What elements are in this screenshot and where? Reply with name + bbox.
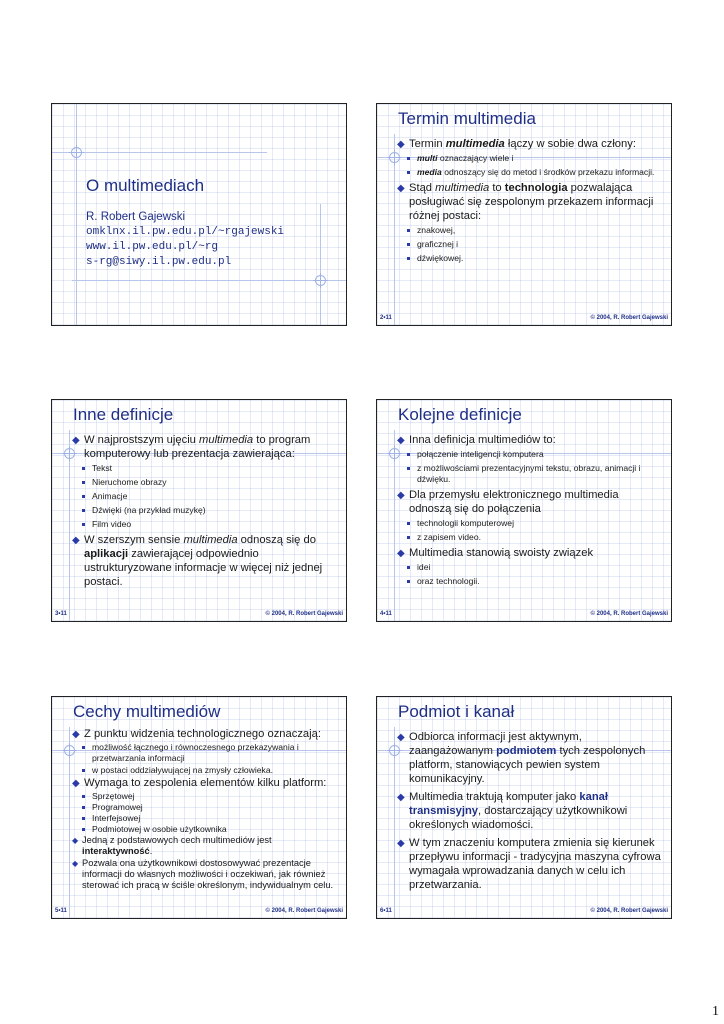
sub-bullet: znakowej, (397, 225, 663, 236)
slide-title: Podmiot i kanał (398, 702, 515, 721)
bullet: ◆ Jedną z podstawowych cech multimediów jest interaktywność. (72, 835, 272, 856)
slide-title: Termin multimedia (398, 109, 536, 128)
bullet: ◆ Wymaga to zespolenia elementów kilku platform: (72, 777, 327, 789)
slide-title: Cechy multimediów (73, 702, 221, 721)
sub-bullet: oraz technologii. (397, 576, 663, 587)
bullet: ◆ Z punktu widzenia technologicznego oznaczają: (72, 728, 321, 740)
author: R. Robert Gajewski (86, 211, 186, 223)
sub-bullet: technologii komputerowej (397, 518, 663, 529)
sub-bullet: Sprzętowej (72, 791, 338, 802)
sub-bullet: idei (397, 562, 663, 573)
decor-crosshair-icon (315, 275, 326, 286)
sub-bullet: Tekst (72, 463, 338, 474)
bullet: ◆ W szerszym sensie multimedia odnoszą się do aplikacji zawierającej odpowiednio ustrukturyzowane informacje w więcej niż jednej postaci. (72, 534, 323, 588)
decor-line (76, 104, 77, 326)
sub-bullet: Animacje (72, 491, 338, 502)
sub-bullet: możliwość łącznego i równoczesnego przekazywania i przetwarzania informacji (72, 742, 338, 764)
decor-line (320, 204, 321, 326)
slide-3 (51, 399, 347, 622)
bullet: ◆ Dla przemysłu elektronicznego multimedia odnoszą się do połączenia (397, 489, 619, 515)
slide-body (397, 730, 663, 893)
slide-title: Kolejne definicje (398, 405, 522, 424)
sub-bullet: Interfejsowej (72, 813, 338, 824)
slide-1 (51, 103, 347, 326)
sub-bullet: Nieruchome obrazy (72, 477, 338, 488)
slide-body (397, 137, 663, 267)
bullet: ◆ Inna definicja multimediów to: (397, 434, 556, 446)
slide-body (72, 727, 338, 892)
slide-title: Inne definicje (73, 405, 174, 424)
slide-footer: 6•11 © 2004, R. Robert Gajewski (380, 908, 668, 914)
sub-bullet: z możliwościami prezentacyjnymi tekstu, obrazu, animacji i dźwięku. (397, 463, 663, 485)
sub-bullet: dźwiękowej. (397, 253, 663, 264)
sub-bullet: w postaci oddziaływującej na zmysły człowieka. (72, 765, 338, 776)
slide-5 (51, 696, 347, 919)
sub-bullet: Dźwięki (na przykład muzykę) (72, 505, 338, 516)
slide-4 (376, 399, 672, 622)
bullet: ◆ Termin multimedia łączy w sobie dwa człony: (397, 138, 636, 150)
slide-footer: 2•11 © 2004, R. Robert Gajewski (380, 315, 668, 321)
decor-line (52, 152, 267, 153)
slide-body (72, 433, 338, 590)
site-url: www.il.pw.edu.pl/~rg (86, 241, 219, 253)
sub-bullet: multi oznaczający wiele i (397, 153, 663, 164)
bullet: ◆ W najprostszym ujęciu multimedia to program komputerowy lub prezentacja zawierająca: (72, 434, 311, 460)
sub-bullet: Programowej (72, 802, 338, 813)
slide-footer: 3•11 © 2004, R. Robert Gajewski (55, 611, 343, 617)
slide-2 (376, 103, 672, 326)
sub-bullet: graficznej i (397, 239, 663, 250)
slide-footer: 5•11 © 2004, R. Robert Gajewski (55, 908, 343, 914)
slide-footer: 4•11 © 2004, R. Robert Gajewski (380, 611, 668, 617)
email: s-rg@siwy.il.pw.edu.pl (86, 256, 232, 268)
homepage-url: omklnx.il.pw.edu.pl/~rgajewski (86, 226, 285, 238)
decor-crosshair-icon (71, 147, 82, 158)
page-number: 1 (712, 1004, 719, 1019)
sub-bullet: Film video (72, 519, 338, 530)
decor-line (72, 280, 347, 281)
bullet: ◆ Pozwala ona użytkownikowi dostosowywać prezentacje informacji do własnych możliwości i oczekiwań, jak również sterować ich pracą w ściśle określonym, indywidualnym celu. (72, 858, 334, 890)
bullet: ◆ W tym znaczeniu komputera zmienia się kierunek przepływu informacji - tradycyjna maszyna cyfrowa wymagała wprowadzania danych w celu ich przetwarzania. (397, 837, 661, 891)
sub-bullet: z zapisem video. (397, 532, 663, 543)
sub-bullet: media odnoszący się do metod i środków przekazu informacji. (397, 167, 663, 178)
slide-6 (376, 696, 672, 919)
bullet: ◆ Multimedia traktują komputer jako kanał transmisyjny, dostarczający użytkownikowi określonych wiadomości. (397, 791, 628, 831)
sub-bullet: połączenie inteligencji komputera (397, 449, 663, 460)
slide-title: O multimediach (86, 176, 205, 195)
slide-body (397, 433, 663, 590)
bullet: ◆ Stąd multimedia to technologia pozwalająca posługiwać się zespolonym przekazem informacji różnej postaci: (397, 182, 654, 222)
bullet: ◆ Multimedia stanowią swoisty związek (397, 547, 594, 559)
bullet: ◆ Odbiorca informacji jest aktywnym, zaangażowanym podmiotem tych zespolonych platform, stanowiących pewien system komunikacyjny. (397, 731, 646, 785)
sub-bullet: Podmiotowej w osobie użytkownika (72, 824, 338, 835)
